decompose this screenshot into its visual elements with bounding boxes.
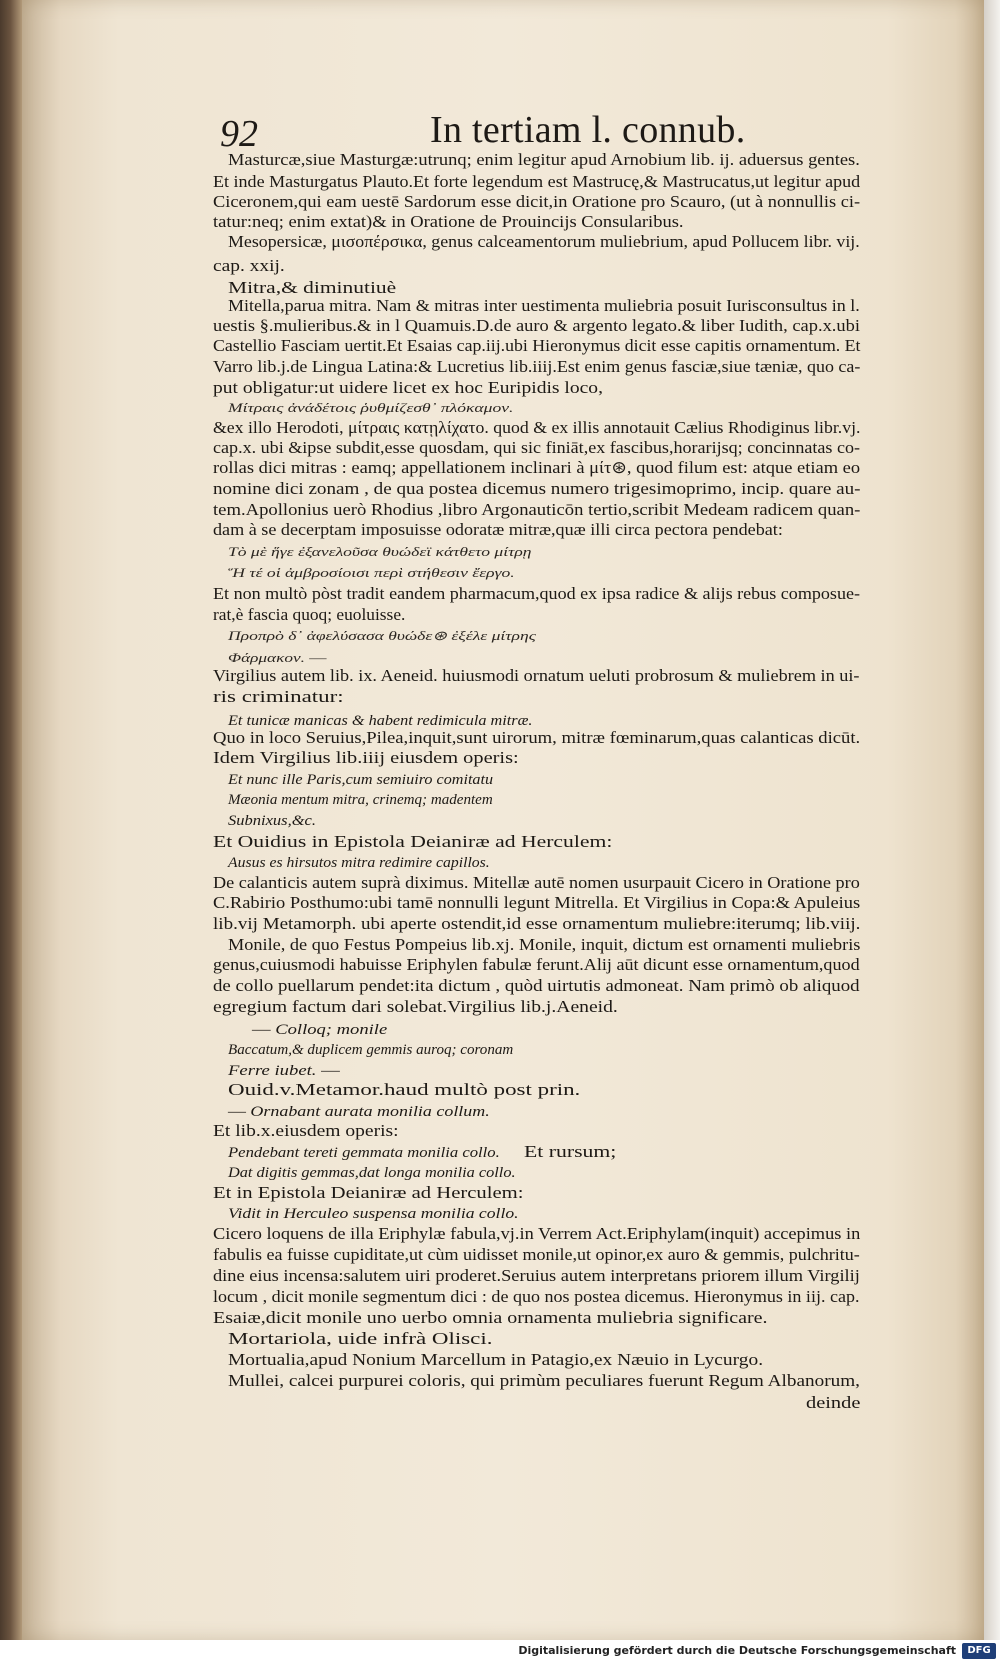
text-line: Μίτραις ἀνάδέτοις ῥυθμίζεσθ᾽ πλόκαμον.	[228, 400, 514, 415]
text-line: Ausus es hirsutos mitra redimire capillos.	[228, 855, 490, 871]
text-line: Castellio Fasciam uertit.Et Esaias cap.iij.ubi Hieronymus dicit esse capitis ornamentum. Et	[213, 336, 861, 355]
text-line: Προπρὸ δ᾽ ἀφελύσασα θυώδε⊛ ἐξέλε μίτρης	[228, 628, 536, 643]
text-line: Quo in loco Seruius,Pilea,inquit,sunt uirorum, mitræ fœminarum,quas calanticas dicūt.	[213, 728, 861, 747]
text-line: Mortariola, uide infrà Olisci.	[228, 1329, 493, 1348]
text-line: ― Ornabant aurata monilia collum.	[228, 1104, 490, 1120]
text-line: Masturcæ,siue Masturgæ:utrunq; enim legitur apud Arnobium lib. ij. aduersus gentes.	[228, 150, 860, 169]
text-line: Et in Epistola Deianiræ ad Herculem:	[213, 1183, 524, 1202]
text-line: nomine dici zonam , de qua postea dicemus numero trigesimoprimo, incip. quare au-	[213, 479, 861, 498]
text-line: fabulis ea fuisse cupiditate,ut cùm uidisset monile,ut opinor,ex auro & gemmis, pulchritu-	[213, 1245, 860, 1264]
running-head: In tertiam l. connub.	[430, 109, 746, 151]
text-line: C.Rabirio Posthumo:ubi tamē nonnulli legunt Mitrella. Et Virgilius in Copa:& Apuleius	[213, 893, 861, 912]
text-line: Baccatum,& duplicem gemmis auroq; coronam	[228, 1042, 514, 1058]
text-line: Et Ouidius in Epistola Deianiræ ad Herculem:	[213, 832, 613, 851]
text-line: Pendebant tereti gemmata monilia collo.	[228, 1145, 500, 1161]
text-line: Ouid.v.Metamor.haud multò post prin.	[228, 1080, 581, 1099]
text-line: &ex illo Herodoti, μίτραις κατῃλίχατο. quod & ex illis annotauit Cælius Rhodiginus libr.vj.	[213, 418, 861, 437]
text-line: Esaiæ,dicit monile uno uerbo omnia ornamenta muliebria significare.	[213, 1308, 768, 1327]
text-line: Varro lib.j.de Lingua Latina:& Lucretius lib.iiij.Est enim genus fasciæ,siue tæniæ, quo ca-	[213, 357, 861, 376]
text-line: ris criminatur:	[213, 687, 344, 706]
text-line: Monile, de quo Festus Pompeius lib.xj. Monile, inquit, dictum est ornamenti muliebris	[228, 935, 861, 954]
text-line: Virgilius autem lib. ix. Aeneid. huiusmodi ornatum ueluti probrosum & muliebrem in ui-	[213, 666, 860, 685]
text-line: ― Colloq; monile	[252, 1022, 388, 1038]
text-line: Φάρμακον. ―	[228, 650, 327, 665]
text-line: genus,cuiusmodi habuisse Eriphylen fabulæ ferunt.Alij aūt dicunt esse ornamentum,quod	[213, 955, 860, 974]
text-line: Τὸ μὲ ἥγε ἐξανελοῦσα θυώδεϊ κάτθετο μίτρῃ	[228, 544, 532, 559]
text-line: locum , dicit monile segmentum dici : de quo nos postea dicemus. Hieronymus in iij. cap.	[213, 1287, 860, 1306]
dfg-logo: DFG	[962, 1643, 996, 1659]
text-line: rollas dici mitras : eamq; appellationem inclinari à μίτ⊛, quod filum est: atque etiam eo	[213, 458, 861, 477]
text-line: Et rursum;	[524, 1142, 617, 1161]
text-line: Vidit in Herculeo suspensa monilia collo.	[228, 1206, 519, 1222]
text-line: Mesopersicæ, μισοπέρσικα, genus calceamentorum muliebrium, apud Pollucem libr. vij.	[228, 232, 860, 251]
text-line: lib.vij Metamorph. ubi aperte ostendit,id esse ornamentum muliebre:iterumq; lib.viij.	[213, 914, 861, 933]
text-line: Mortualia,apud Nonium Marcellum in Patagio,ex Næuio in Lycurgo.	[228, 1350, 764, 1369]
text-line: Mitra,& diminutiuè	[228, 278, 397, 297]
text-line: De calanticis autem suprà diximus. Mitellæ autē nomen usurpauit Cicero in Oratione pro	[213, 873, 860, 892]
text-line: Subnixus,&c.	[228, 813, 316, 829]
text-line: Et non multò pòst tradit eandem pharmacum,quod ex ipsa radice & alijs rebus composue-	[213, 584, 861, 603]
text-line: Idem Virgilius lib.iiij eiusdem operis:	[213, 748, 519, 767]
text-line: Ferre iubet. ―	[228, 1063, 340, 1079]
text-line: put obligatur:ut uidere licet ex hoc Euripidis loco,	[213, 378, 603, 397]
text-line: Dat digitis gemmas,dat longa monilia collo.	[228, 1165, 516, 1181]
text-line: Et nunc ille Paris,cum semiuiro comitatu	[228, 772, 494, 788]
text-line: Cicero loquens de illa Eriphylæ fabula,vj.in Verrem Act.Eriphylam(inquit) accepimus in	[213, 1224, 861, 1243]
footer-bar	[0, 1640, 1000, 1664]
text-line: uestis §.mulieribus.& in l Quamuis.D.de auro & argento legato.& liber Iudith, cap.x.ubi	[213, 316, 860, 335]
page-number: 92	[220, 113, 258, 155]
text-line: Ἥ τέ οἱ ἀμβροσίοισι περὶ στήθεσιν ἔεργο.	[228, 565, 515, 580]
text-line: Mæonia mentum mitra, crinemq; madentem	[228, 792, 493, 808]
text-line: deinde	[806, 1393, 861, 1412]
text-line: Mullei, calcei purpurei coloris, qui primùm peculiares fuerunt Regum Albanorum,	[228, 1371, 860, 1390]
text-line: tatur:neq; enim extat)& in Oratione de Prouincijs Consularibus.	[213, 212, 684, 231]
text-line: dam à se decerptam imposuisse odoratæ mitræ,quæ illi circa pectora pendebat:	[213, 520, 783, 539]
text-line: cap.x. ubi &ipse subdit,esse quosdam, qui sic finiāt,ex fascibus,horarijsq; concinnatas co-	[213, 438, 861, 457]
text-line: cap. xxij.	[213, 256, 285, 275]
text-line: egregium factum dari solebat.Virgilius lib.j.Aeneid.	[213, 997, 618, 1016]
text-line: Et tunicæ manicas & habent redimicula mitræ.	[228, 713, 533, 729]
text-line: dine eius incensa:salutem uiri proderet.Seruius autem interpretans priorem illum Virgilij	[213, 1266, 860, 1285]
text-line: Et inde Masturgatus Plauto.Et forte legendum est Mastrucę,& Mastrucatus,ut legitur apud	[213, 172, 861, 191]
text-line: Ciceronem,qui eam uestē Sardorum esse dicit,in Oratione pro Scauro, (ut à nonnullis ci-	[213, 192, 861, 211]
text-line: Mitella,parua mitra. Nam & mitras inter uestimenta muliebria posuit Iurisconsultus in l.	[228, 296, 860, 315]
text-line: Et lib.x.eiusdem operis:	[213, 1121, 399, 1140]
funding-credit: Digitalisierung gefördert durch die Deutsche Forschungsgemeinschaft	[518, 1644, 956, 1657]
text-line: de collo puellarum pendet:ita dictum , quòd uirtutis admoneat. Nam primò ob aliquod	[213, 976, 860, 995]
text-line: tem.Apollonius uerò Rhodius ,libro Argonauticōn tertio,scribit Medeam radicem quan-	[213, 500, 861, 519]
text-line: rat,è fascia quoq; euoluisse.	[213, 605, 406, 624]
